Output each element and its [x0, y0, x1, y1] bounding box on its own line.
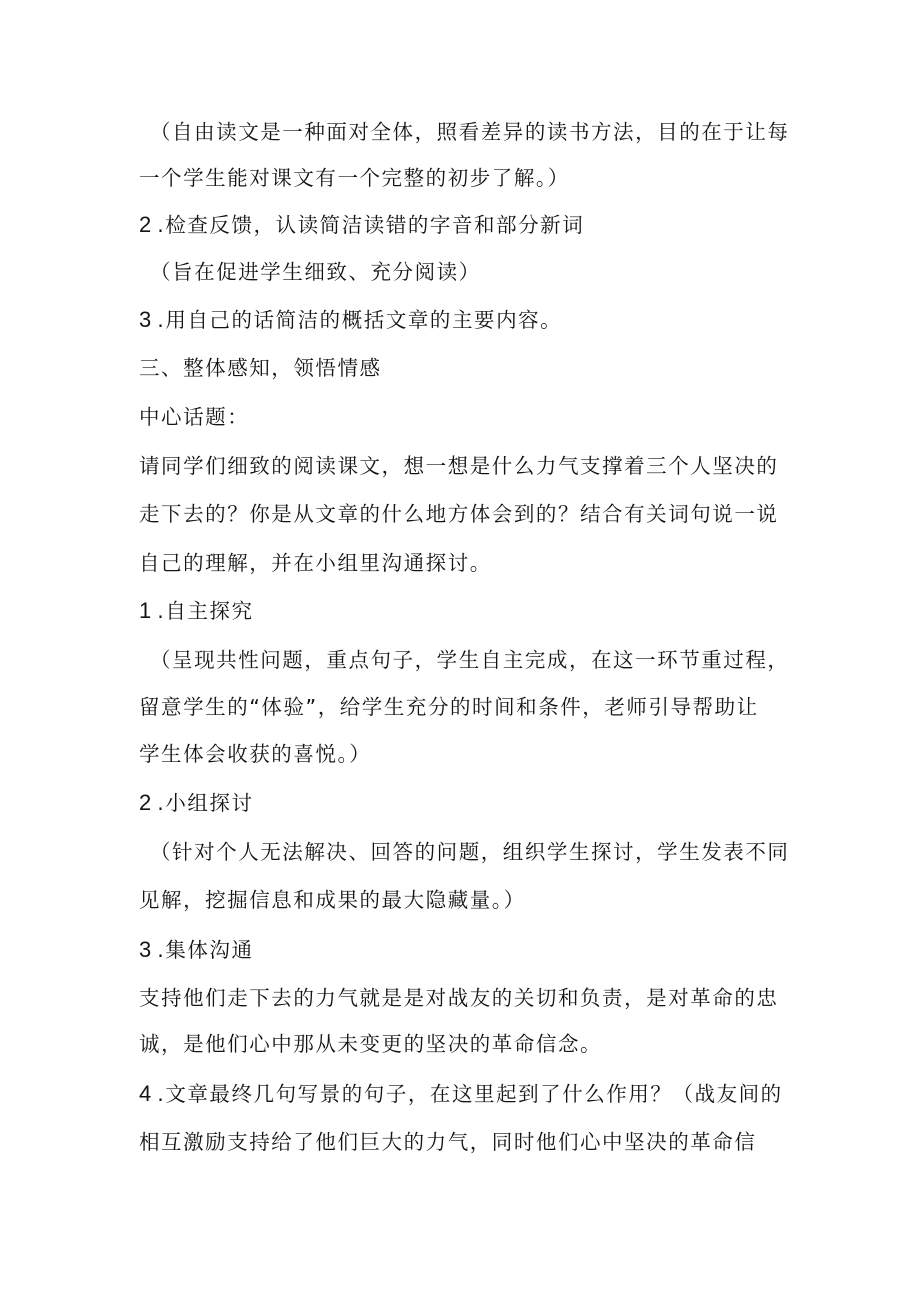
list-item: [139, 783, 789, 823]
list-item: [139, 591, 789, 631]
list-number: 3: [139, 937, 152, 962]
line-text: .自主探究: [157, 599, 254, 623]
paragraph-line: [139, 734, 789, 774]
line-text: .小组探讨: [157, 791, 254, 815]
paragraph-line: [139, 1122, 789, 1162]
line-text: 三、整体感知，领悟情感: [139, 356, 382, 380]
paragraph-line: [139, 397, 789, 437]
paragraph-line: [139, 1024, 789, 1064]
line-text: （呈现共性问题，重点句子，学生自主完成，在这一环节重过程，: [150, 648, 790, 672]
list-number: 1: [139, 598, 152, 623]
line-text: 自己的理解，并在小组里沟通探讨。: [139, 551, 492, 575]
line-text: .用自己的话简洁的概括文章的主要内容。: [157, 308, 563, 332]
line-text: （针对个人无法解决、回答的问题，组织学生探讨，学生发表不同: [150, 840, 790, 864]
line-text: 中心话题：: [139, 405, 250, 429]
line-text: 相互激励支持给了他们巨大的力气，同时他们心中坚决的革命信: [139, 1130, 757, 1154]
line-text: .检查反馈，认读简洁读错的字音和部分新词: [157, 213, 585, 237]
list-item: [139, 205, 789, 245]
line-text: 留意学生的“体验”，给学生充分的时间和条件，老师引导帮助让: [139, 695, 759, 719]
line-text: （自由读文是一种面对全体，照看差异的读书方法，目的在于让每: [150, 120, 790, 144]
line-text: 见解，挖掘信息和成果的最大隐藏量。）: [139, 888, 526, 912]
line-text: （旨在促进学生细致、充分阅读）: [150, 260, 481, 284]
line-text: 请同学们细致的阅读课文，想一想是什么力气支撑着三个人坚决的: [139, 454, 779, 478]
paragraph-line: [139, 494, 789, 534]
paragraph-line: [150, 252, 800, 292]
paragraph-line: [139, 158, 789, 198]
list-item: [139, 300, 789, 340]
paragraph-line: [150, 832, 800, 872]
section-heading: [139, 348, 789, 388]
line-text: .文章最终几句写景的句子，在这里起到了什么作用？（战友间的: [157, 1082, 783, 1106]
paragraph-line: [139, 978, 789, 1018]
paragraph-line: [150, 112, 800, 152]
line-text: 支持他们走下去的力气就是是对战友的关切和负责，是对革命的忠: [139, 986, 779, 1010]
list-number: 4: [139, 1081, 152, 1106]
line-text: 一个学生能对课文有一个完整的初步了解。）: [139, 166, 570, 190]
list-number: 2: [139, 212, 152, 237]
paragraph-line: [139, 880, 789, 920]
paragraph-line: [139, 687, 789, 727]
line-text: .集体沟通: [157, 938, 254, 962]
list-item: [139, 930, 789, 970]
list-number: 2: [139, 790, 152, 815]
paragraph-line: [139, 543, 789, 583]
list-number: 3: [139, 307, 152, 332]
line-text: 诚，是他们心中那从未变更的坚决的革命信念。: [139, 1032, 603, 1056]
paragraph-line: [150, 640, 800, 680]
line-text: 走下去的？你是从文章的什么地方体会到的？结合有关词句说一说: [139, 502, 779, 526]
list-item: [139, 1074, 789, 1114]
paragraph-line: [139, 446, 789, 486]
line-text: 学生体会收获的喜悦。）: [139, 742, 372, 766]
